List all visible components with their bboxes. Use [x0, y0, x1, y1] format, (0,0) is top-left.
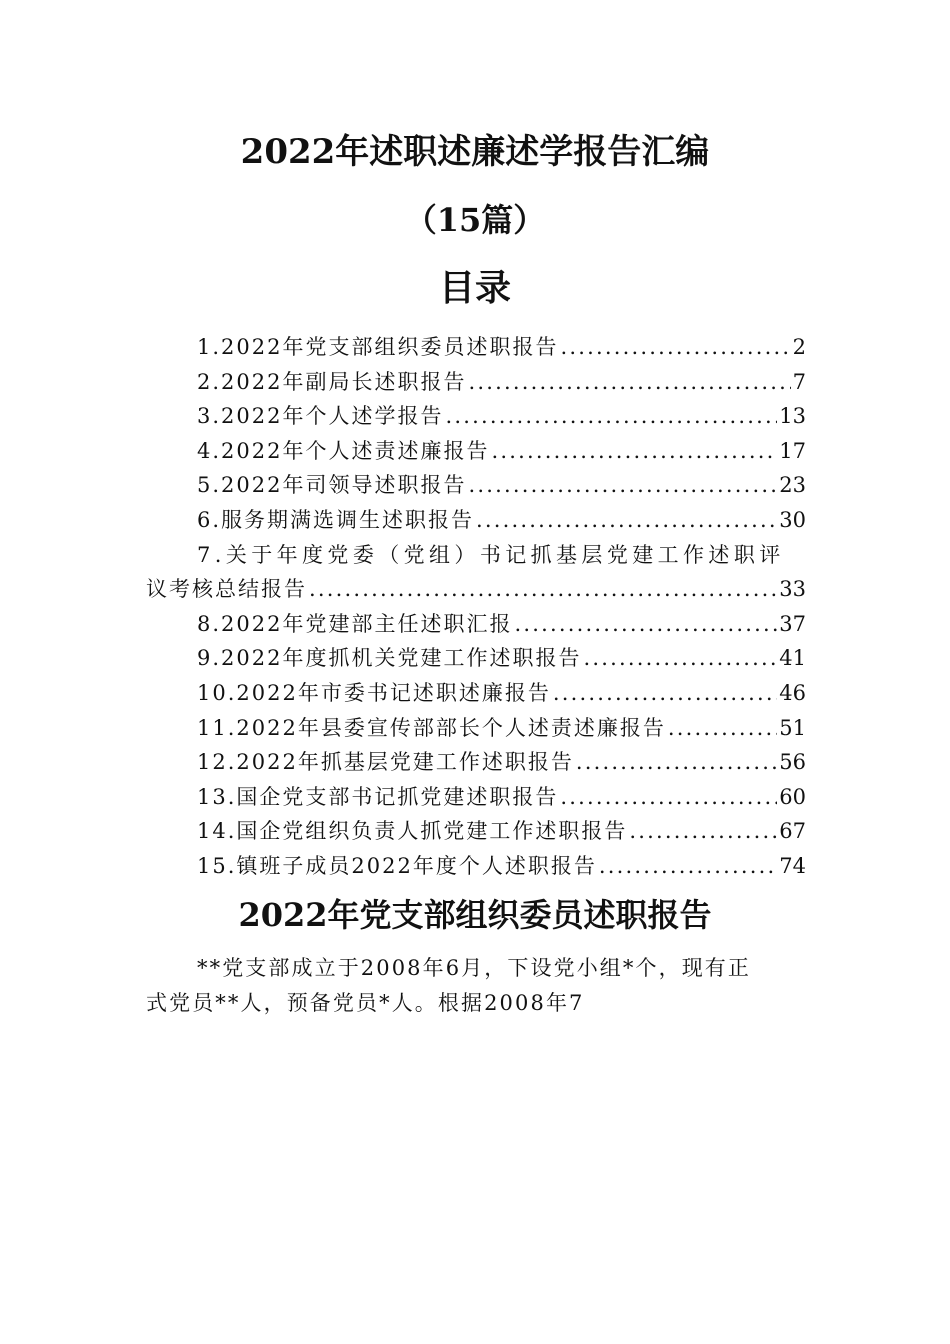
toc-leader-dots [468, 468, 777, 503]
toc-entry-label: 4.2022年个人述责述廉报告 [197, 438, 490, 463]
toc-entry-label: 13.国企党支部书记抓党建述职报告 [197, 784, 559, 809]
toc-leader-dots [476, 503, 777, 538]
toc-leader-dots [560, 330, 790, 365]
toc-entry-label-line1: 7.关于年度党委（党组）书记抓基层党建工作述职评 [197, 542, 785, 567]
toc-entry[interactable] [146, 607, 806, 642]
toc-entry-label: 9.2022年度抓机关党建工作述职报告 [197, 646, 582, 671]
toc-leader-dots [629, 814, 777, 849]
toc-leader-dots [445, 399, 777, 434]
toc-leader-dots [491, 434, 777, 469]
toc-leader-dots [668, 711, 777, 746]
toc-entry-label: 议考核总结报告 [146, 577, 307, 602]
toc-entry-page: 30 [779, 507, 806, 532]
toc-entry[interactable] [146, 365, 806, 400]
toc-entry-page: 33 [779, 577, 806, 602]
body-paragraph [146, 951, 806, 1020]
paragraph-line: **党支部成立于2008年6月，下设党小组*个，现有正 [197, 956, 752, 980]
toc-entry[interactable] [146, 468, 806, 503]
toc-leader-dots [468, 365, 790, 400]
toc-entry-page: 37 [779, 611, 806, 636]
toc-entry-page: 74 [779, 853, 806, 878]
section-title: 2022年党支部组织委员述职报告 [238, 896, 712, 934]
toc-entry[interactable] [146, 745, 806, 780]
table-of-contents [146, 330, 806, 884]
toc-entry-label: 5.2022年司领导述职报告 [197, 473, 467, 498]
toc-entry-page: 67 [779, 819, 806, 844]
toc-entry-label: 11.2022年县委宣传部部长个人述责述廉报告 [197, 715, 666, 740]
toc-entry[interactable] [146, 676, 806, 711]
toc-leader-dots [560, 780, 777, 815]
paragraph-line: 式党员**人，预备党员*人。根据2008年7 [146, 990, 585, 1015]
toc-entry-label: 15.镇班子成员2022年度个人述职报告 [197, 853, 597, 878]
toc-leader-dots [309, 572, 777, 607]
toc-entry-label: 10.2022年市委书记述职述廉报告 [197, 680, 551, 705]
toc-entry[interactable] [146, 711, 806, 746]
toc-entry[interactable] [146, 572, 806, 607]
toc-entry[interactable] [146, 434, 806, 469]
toc-leader-dots [583, 641, 777, 676]
toc-leader-dots [553, 676, 777, 711]
toc-leader-dots [514, 607, 777, 642]
toc-entry-page: 2 [792, 335, 806, 359]
toc-entry-label: 14.国企党组织负责人抓党建工作述职报告 [197, 819, 628, 844]
toc-entry-page: 60 [779, 784, 806, 809]
toc-entry-page: 51 [779, 715, 806, 740]
toc-entry-page: 56 [779, 750, 806, 775]
toc-entry-label: 8.2022年党建部主任述职汇报 [197, 611, 513, 636]
toc-entry[interactable] [146, 849, 806, 884]
toc-heading: 目录 [438, 267, 511, 309]
toc-entry-wrapped-line[interactable] [146, 538, 806, 573]
toc-entry-label: 6.服务期满选调生述职报告 [197, 507, 475, 532]
toc-entry-label: 2.2022年副局长述职报告 [197, 369, 467, 394]
document-subtitle: （15篇） [404, 201, 546, 239]
toc-entry[interactable] [146, 641, 806, 676]
toc-entry-label: 12.2022年抓基层党建工作述职报告 [197, 750, 574, 775]
toc-entry[interactable] [146, 399, 806, 434]
toc-entry-page: 23 [779, 473, 806, 498]
toc-leader-dots [599, 849, 777, 884]
toc-entry-label: 1.2022年党支部组织委员述职报告 [197, 335, 559, 359]
toc-entry-page: 46 [779, 680, 806, 705]
toc-leader-dots [576, 745, 777, 780]
toc-entry-page: 41 [779, 646, 806, 671]
toc-entry-page: 17 [779, 438, 806, 463]
toc-entry[interactable] [146, 330, 806, 365]
toc-entry-label: 3.2022年个人述学报告 [197, 404, 444, 429]
toc-entry[interactable] [146, 503, 806, 538]
toc-entry-page: 7 [792, 369, 806, 394]
toc-entry[interactable] [146, 780, 806, 815]
toc-entry-page: 13 [779, 404, 806, 429]
document-title: 2022年述职述廉述学报告汇编 [240, 132, 710, 172]
toc-entry[interactable] [146, 814, 806, 849]
